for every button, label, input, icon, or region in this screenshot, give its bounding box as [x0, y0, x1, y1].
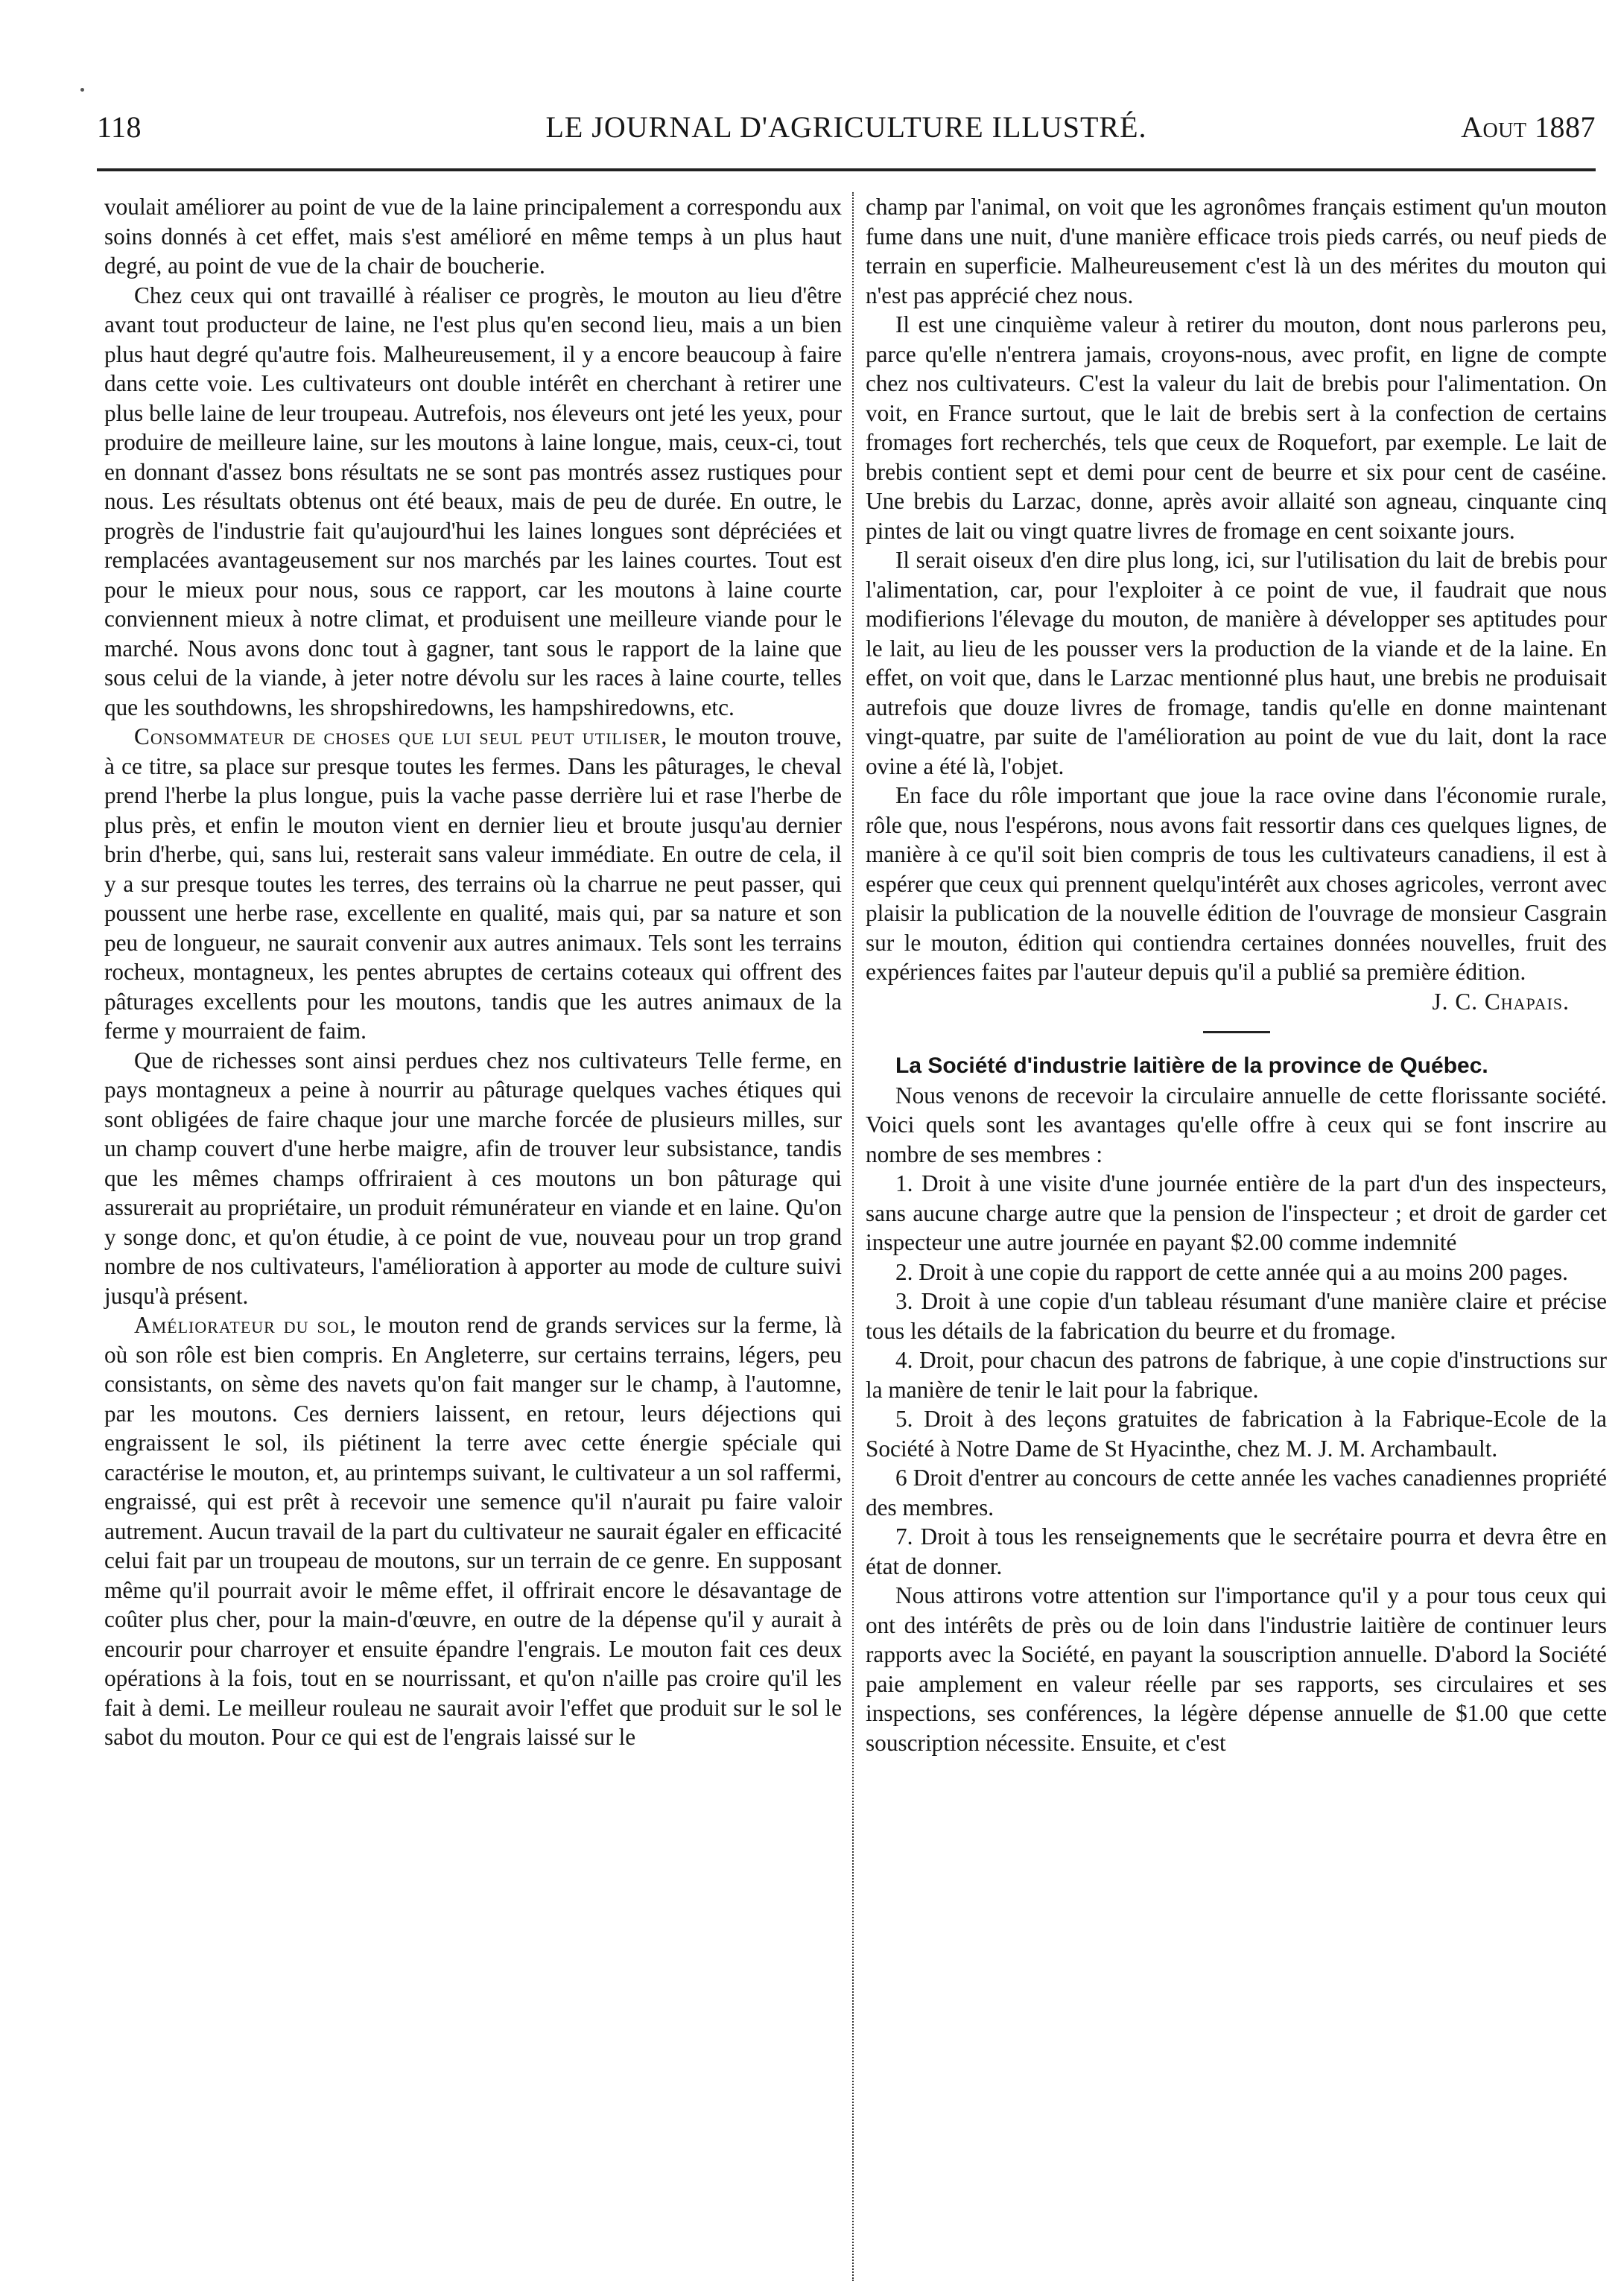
- paragraph: [104, 1310, 842, 1752]
- issue-date: Aout 1887: [1461, 110, 1596, 144]
- header-rule: [97, 168, 1596, 171]
- paragraph: Nous attirons votre attention sur l'importance qu'il y a pour tous ceux qui ont des intérêts de près ou de loin dans l'industrie laitière de continuer leurs rapports avec la Société, en payant la souscription annuelle. D'abord la Société paie amplement en valeur réelle par ses rapports, ses circulaires et ses inspections, ses conférences, la légère dépense annuelle de $1.00 que cette souscription nécessite. Ensuite, et c'est: [866, 1582, 1607, 1756]
- page-header: [97, 101, 1596, 153]
- paragraph-body: le mouton rend de grands services sur la ferme, là où son rôle est bien compris. En Angleterre, sur certains terrains, légers, peu consistants, on sème des navets qu'on fait manger sur le champ, à l'automne, par les moutons. Ces derniers laissent, en retour, leurs déjections qui engraissent le sol, ils piétinent la terre avec cette énergie spéciale qui caractérise le mouton, et, au printemps suivant, le cultivateur a un sol raffermi, engraissé, qui est prêt à recevoir une semence qu'il n'aurait pu faire valoir autrement. Aucun travail de la part du cultivateur ne saurait égaler en efficacité celui fait par un troupeau de moutons, sur un terrain de ce genre. En supposant même qu'il pourrait avoir le même effet, il offrirait encore le désavantage de coûter plus cher, pour la main-d'œuvre, en outre de la dépense qu'il y aurait à encourir pour charroyer et ensuite épandre l'engrais. Le mouton fait ces deux opérations à la fois, tout en se nourrissant, et qu'on n'aille pas croire qu'il les fait à demi. Le meilleur rouleau ne saurait avoir l'effet que produit sur le sol le sabot du mouton. Pour ce qui est de l'engrais laissé sur le: [104, 1312, 842, 1750]
- paragraph-body: le mouton trouve, à ce titre, sa place sur presque toutes les fermes. Dans les pâturages, le cheval prend l'herbe la plus longue, puis la vache passe derrière lui et rase l'herbe de plus près, et enfin le mouton vient en dernier lieu et broute jusqu'au dernier brin d'herbe, qui, sans lui, resterait sans valeur immédiate. En outre de cela, il y a sur presque toutes les terres, des terrains où la charrue ne peut passer, qui poussent une herbe rase, excellente en qualité, mais qui, par sa nature et son peu de longueur, ne saurait convenir aux autres animaux. Tels sont les terrains rocheux, montagneux, les pentes abruptes de certains coteaux qui offrent des pâturages excellents pour les moutons, tandis que les autres animaux de la ferme y mourraient de faim.: [104, 723, 842, 1044]
- page-number: 118: [97, 110, 142, 144]
- list-item: 2. Droit à une copie du rapport de cette année qui a au moins 200 pages.: [895, 1258, 1568, 1285]
- paragraph: Il serait oiseux d'en dire plus long, ici, sur l'utilisation du lait de brebis pour l'alimentation, car, pour l'exploiter à ce point de vue, il faudrait que nous modifierions l'élevage du mouton, de manière à développer ses aptitudes pour le lait, au lieu de les pousser vers la production de la viande et de la laine. En effet, on voit que, dans le Larzac mentionné plus haut, une brebis ne produisait autrefois que douze livres de fromage, tandis qu'elle en donne maintenant vingt-quatre, par suite de l'amélioration au point de vue du lait, dont la race ovine a été là, l'objet.: [866, 547, 1607, 779]
- paragraph-lead: Consommateur de choses que lui seul peut utiliser,: [134, 723, 668, 749]
- paragraph: Nous venons de recevoir la circulaire annuelle de cette florissante société. Voici quels sont les avantages qu'elle offre à ceux qui se font inscrire au nombre de ses membres :: [866, 1082, 1607, 1167]
- list-item: 4. Droit, pour chacun des patrons de fabrique, à une copie d'instructions sur la manière de tenir le lait pour la fabrique.: [866, 1347, 1607, 1403]
- column-divider: [852, 192, 854, 2281]
- journal-title: LE JOURNAL D'AGRICULTURE ILLUSTRÉ.: [545, 110, 1147, 144]
- paragraph: Il est une cinquième valeur à retirer du mouton, dont nous parlerons peu, parce qu'elle n'entrera jamais, croyons-nous, avec profit, en ligne de compte chez nos cultivateurs. C'est la valeur du lait de brebis pour l'alimentation. On voit, en France surtout, que le lait de brebis sert à la confection de certains fromages fort recherchés, tels que ceux de Roquefort, par exemple. Le lait de brebis contient sept et demi pour cent de beurre et six pour cent de caséine. Une brebis du Larzac, donne, après avoir allaité son agneau, cinquante cinq pintes de lait ou vingt quatre livres de fromage en cent soixante jours.: [866, 311, 1607, 544]
- paragraph: champ par l'animal, on voit que les agronômes français estiment qu'un mouton fume dans une nuit, d'une manière efficace trois pieds carrés, ou neuf pieds de terrain en superficie. Malheureusement c'est là un des mérites du mouton qui n'est pas apprécié chez nous.: [866, 194, 1607, 308]
- paragraph-lead: Améliorateur du sol,: [134, 1312, 357, 1338]
- section-separator: [1203, 1031, 1270, 1033]
- left-column: [104, 192, 842, 2281]
- list-item: 1. Droit à une visite d'une journée entière de la part d'un des inspecteurs, sans aucune charge autre que la pension de l'inspecteur ; et droit de garder cet inspecteur une autre journée en payant $2.00 comme indemnité: [866, 1170, 1607, 1255]
- list-item: 6 Droit d'entrer au concours de cette année les vaches canadiennes propriété des membres.: [866, 1465, 1607, 1520]
- list-item: 5. Droit à des leçons gratuites de fabrication à la Fabrique-Ecole de la Société à Notre Dame de St Hyacinthe, chez M. J. M. Archambault.: [866, 1406, 1607, 1462]
- paragraph: En face du rôle important que joue la race ovine dans l'économie rurale, rôle que, nous l'espérons, nous avons fait ressortir dans ces quelques lignes, de manière à ce qu'il soit bien compris de tous les cultivateurs canadiens, il est à espérer que ceux qui prennent quelqu'intérêt aux choses agricoles, verront avec plaisir la publication de la nouvelle édition de l'ouvrage de monsieur Casgrain sur le mouton, édition qui contiendra certaines données nouvelles, fruit des expériences faites par l'auteur depuis qu'il a publié sa première édition.: [866, 782, 1607, 985]
- paragraph: Chez ceux qui ont travaillé à réaliser ce progrès, le mouton au lieu d'être avant tout producteur de laine, ne l'est plus qu'en second lieu, mais a un bien plus haut degré qu'autre fois. Malheureusement, il y a encore beaucoup à faire dans cette voie. Les cultivateurs ont double intérêt en cherchant à retirer une plus belle laine de leur troupeau. Autrefois, nos éleveurs ont jeté les yeux, pour produire de meilleure laine, sur les moutons à laine longue, mais, ceux-ci, tout en donnant d'assez bons résultats ne se sont pas montrés assez rustiques pour nous. Les résultats obtenus ont été beaux, mais de peu de durée. En outre, le progrès de l'industrie fait qu'aujourd'hui les laines longues sont dépréciées et remplacées avantageusement sur nos marchés par les laines courtes. Tout est pour le mieux pour nous, sous ce rapport, car les moutons à laine courte conviennent mieux à notre climat, et produisent une meilleure viande pour le marché. Nous avons donc tout à gagner, tant sous le rapport de la laine que sous celui de la viande, à jeter notre dévolu sur les races à laine courte, telles que les southdowns, les shropshiredowns, les hampshiredowns, etc.: [104, 282, 842, 720]
- ink-speck: [80, 88, 84, 92]
- list-item: 7. Droit à tous les renseignements que le secrétaire pourra et devra être en état de donner.: [866, 1523, 1607, 1579]
- section-title: La Société d'industrie laitière de la province de Québec.: [895, 1053, 1488, 1078]
- author-signature: J. C. Chapais.: [1432, 988, 1570, 1015]
- paragraph: voulait améliorer au point de vue de la laine principalement a correspondu aux soins donnés à cet effet, mais s'est amélioré en même temps à un plus haut degré, au point de vue de la chair de boucherie.: [104, 194, 842, 279]
- list-item: 3. Droit à une copie d'un tableau résumant d'une manière claire et précise tous les détails de la fabrication du beurre et du fromage.: [866, 1288, 1607, 1344]
- paragraph: Que de richesses sont ainsi perdues chez nos cultivateurs Telle ferme, en pays montagneux a peine à nourrir au pâturage quelques vaches étiques qui sont obligées de faire chaque jour une marche forcée de plusieurs milles, sur un champ couvert d'une herbe maigre, afin de trouver leur subsistance, tandis que les mêmes champs offriraient à ces moutons un bon pâturage qui assurerait au propriétaire, un produit rémunérateur en viande et en laine. Qu'on y songe donc, et qu'on étudie, à ce point de vue, nouveau pour un trop grand nombre de nos cultivateurs, l'amélioration à apporter au mode de culture suivi jusqu'à présent.: [104, 1047, 842, 1309]
- right-column: [866, 192, 1607, 2281]
- paragraph: [104, 722, 842, 1046]
